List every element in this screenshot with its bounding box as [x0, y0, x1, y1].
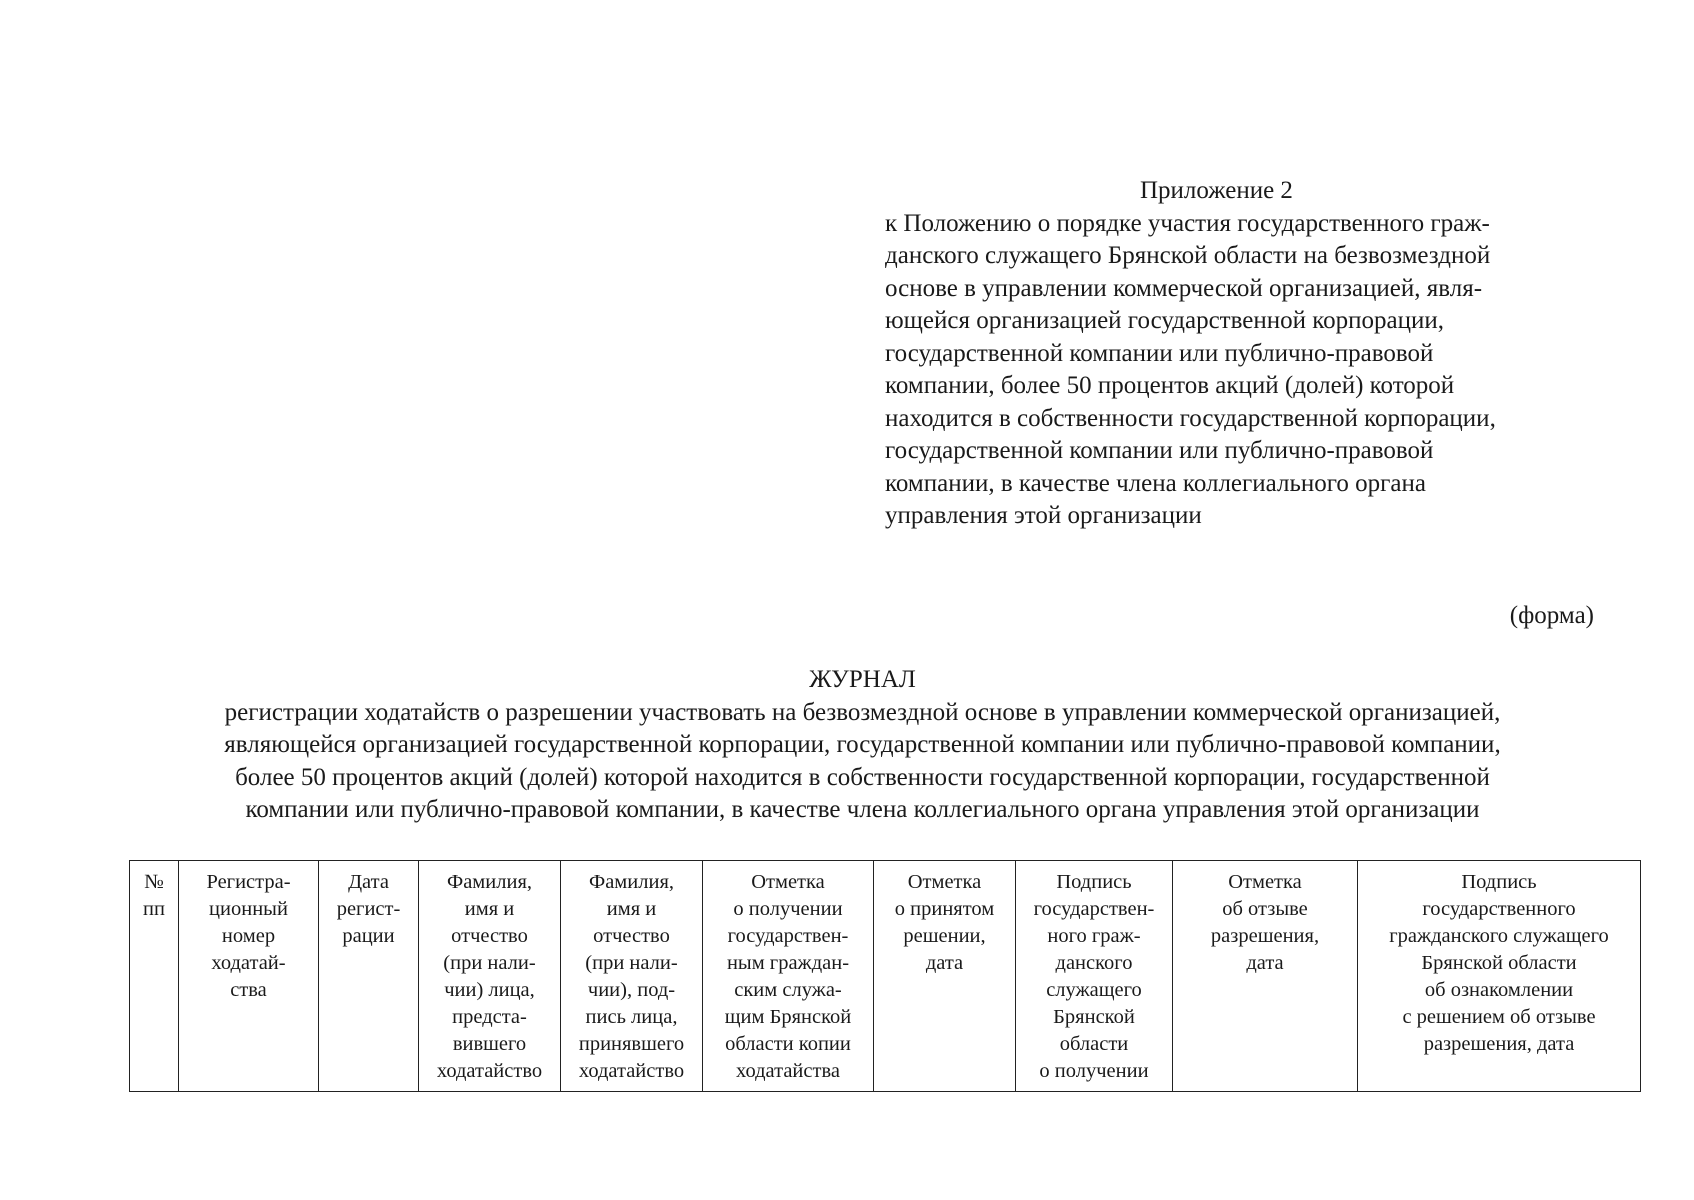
header-line: разрешения, [1210, 925, 1320, 947]
header-line: предста- [452, 1006, 527, 1028]
header-line: ционный [209, 898, 288, 920]
header-line: Подпись [1056, 871, 1132, 893]
header-line: о принятом [894, 898, 995, 920]
header-line: ходатай- [211, 952, 286, 974]
header-line: ским служа- [734, 979, 842, 1001]
journal-subtitle-line: являющейся организацией государственной корпорации, государственной компании или публично-правовой компании, [224, 731, 1501, 758]
header-line: Регистра- [206, 871, 291, 893]
header-line: пись лица, [585, 1006, 678, 1028]
header-line: об отзыве [1222, 898, 1308, 920]
header-line: государствен- [1033, 898, 1155, 920]
header-line: разрешения, дата [1423, 1033, 1575, 1055]
header-line: Подпись [1461, 871, 1537, 893]
header-line: дата [1246, 952, 1284, 974]
column-header-registration-number [179, 861, 319, 1092]
header-line: (при нали- [585, 952, 678, 974]
appendix-line: основе в управлении коммерческой организацией, явля- [885, 274, 1483, 302]
header-line: с решением об отзыве [1402, 1006, 1596, 1028]
column-header-registration-date [319, 861, 419, 1092]
appendix-title: Приложение 2 [1140, 177, 1293, 204]
header-line: № [144, 871, 164, 893]
header-line: щим Брянской [724, 1006, 852, 1028]
form-mark: (форма) [1509, 602, 1594, 629]
column-header-submitter-name [419, 861, 561, 1092]
appendix-line: компании, более 50 процентов акций (долей) которой [885, 372, 1455, 399]
header-line: отчество [593, 925, 670, 947]
journal-subtitle-line: регистрации ходатайств о разрешении участвовать на безвозмездной основе в управлении коммерческой организацией, [224, 698, 1501, 726]
header-line: о получении [733, 898, 843, 920]
column-header-copy-received-mark [703, 861, 874, 1092]
header-line: чии), под- [587, 979, 676, 1001]
header-line: области копии [725, 1033, 851, 1055]
header-line: Брянской области [1421, 952, 1577, 974]
header-line: данского [1055, 952, 1133, 974]
appendix-line: компании, в качестве члена коллегиального органа [885, 469, 1426, 497]
header-line: Дата [348, 871, 389, 893]
header-line: принявшего [578, 1033, 685, 1055]
appendix-line: ющейся организацией государственной корпорации, [885, 307, 1444, 334]
journal-subtitle-line: компании или публично-правовой компании, в качестве члена коллегиального органа управления этой организации [245, 796, 1480, 823]
header-line: регист- [336, 898, 401, 920]
header-line: Отметка [907, 871, 982, 893]
appendix-line: к Положению о порядке участия государственного граж- [885, 209, 1490, 237]
appendix-line: управления этой организации [885, 502, 1202, 529]
header-line: ства [230, 979, 267, 1001]
appendix-line: находится в собственности государственной корпорации, [885, 404, 1496, 432]
column-header-decision-mark [874, 861, 1016, 1092]
header-line: чии) лица, [444, 979, 535, 1001]
header-line: служащего [1046, 979, 1142, 1001]
header-line: Отметка [1228, 871, 1302, 893]
journal-title: ЖУРНАЛ [809, 666, 916, 693]
header-line: государствен- [727, 925, 849, 947]
header-line: пп [143, 898, 165, 920]
header-line: ходатайство [436, 1060, 543, 1082]
header-line: ного граж- [1047, 925, 1141, 947]
appendix-block [885, 175, 1605, 533]
header-line: Отметка [751, 871, 825, 893]
header-line: области [1059, 1033, 1129, 1055]
appendix-line: государственной компании или публично-правовой [885, 339, 1434, 367]
appendix-line: данского служащего Брянской области на безвозмездной [885, 242, 1491, 269]
header-line: об ознакомлении [1424, 979, 1574, 1001]
header-line: (при нали- [443, 952, 536, 974]
table-header-row [130, 861, 1641, 1092]
header-line: рации [342, 925, 395, 947]
header-line: имя и [606, 898, 657, 920]
column-header-receiver-name-signature [561, 861, 703, 1092]
header-line: дата [925, 952, 964, 974]
header-line: отчество [451, 925, 528, 947]
journal-subtitle-line: более 50 процентов акций (долей) которой находится в собственности государственной корпорации, государственной [235, 763, 1490, 791]
column-header-receipt-signature [1016, 861, 1173, 1092]
header-line: Брянской [1053, 1006, 1135, 1028]
header-line: вившего [452, 1033, 527, 1055]
journal-table [129, 860, 1641, 1092]
header-line: Фамилия, [447, 871, 532, 893]
header-line: ходатайство [578, 1060, 685, 1082]
header-line: о получении [1039, 1060, 1149, 1082]
column-header-revocation-acknowledgement [1358, 861, 1641, 1092]
column-header-revocation-mark [1173, 861, 1358, 1092]
header-line: ходатайства [736, 1060, 840, 1082]
header-line: ным граждан- [726, 952, 850, 974]
header-line: номер [221, 925, 276, 947]
column-header-number [130, 861, 179, 1092]
header-line: решении, [903, 925, 986, 947]
appendix-line: государственной компании или публично-правовой [885, 437, 1434, 464]
journal-heading [100, 664, 1625, 827]
header-line: гражданского служащего [1389, 925, 1609, 947]
header-line: имя и [464, 898, 515, 920]
header-line: Фамилия, [589, 871, 674, 893]
header-line: государственного [1422, 898, 1576, 920]
